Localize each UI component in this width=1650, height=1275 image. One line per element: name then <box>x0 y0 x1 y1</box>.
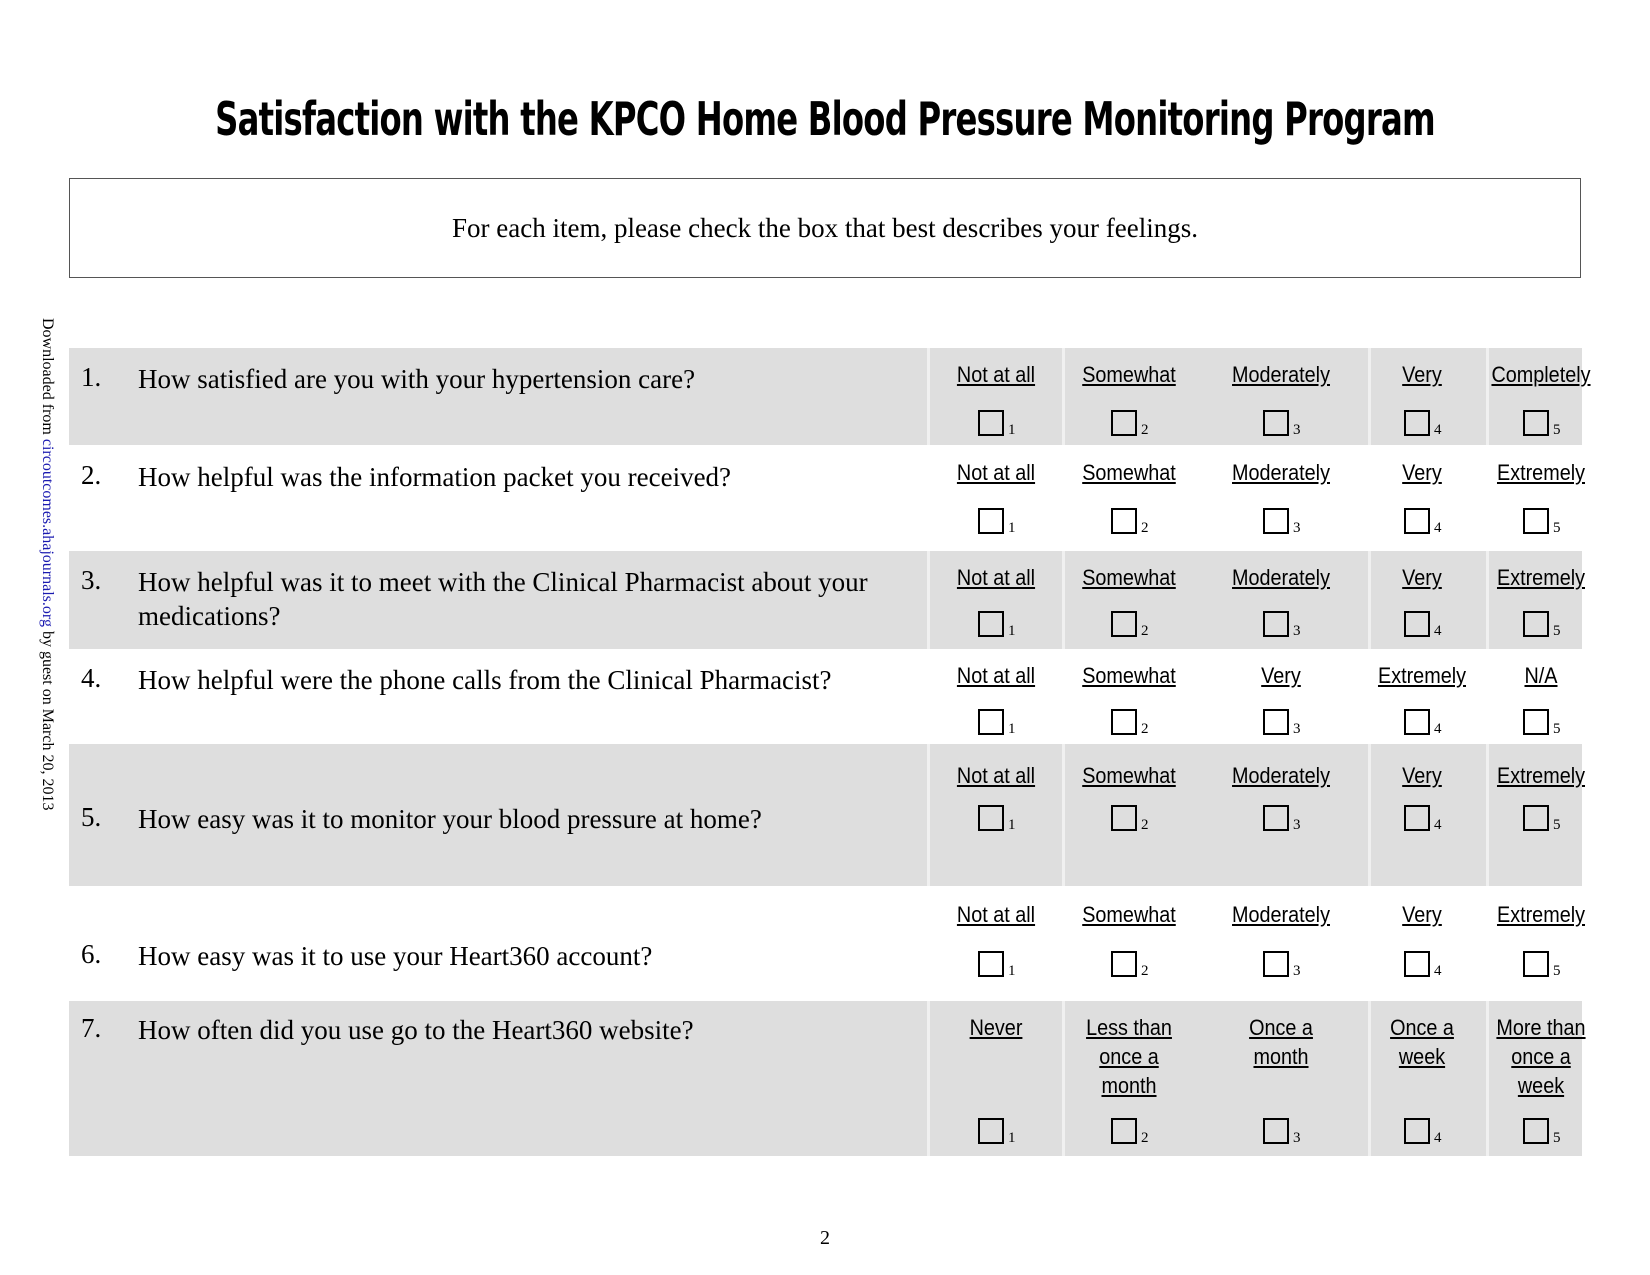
page-number: 2 <box>820 1227 830 1249</box>
option-label <box>1483 360 1600 389</box>
option-label <box>1071 458 1188 487</box>
response-checkbox[interactable] <box>1111 951 1137 977</box>
column-separator <box>1062 551 1065 649</box>
option-label <box>1071 761 1188 790</box>
option-label-text: Very <box>1402 460 1442 485</box>
option-label-text: Somewhat <box>1082 763 1176 788</box>
checkbox-number: 5 <box>1553 623 1561 639</box>
option-label-text: Never <box>969 1015 1023 1040</box>
response-checkbox[interactable] <box>1263 951 1289 977</box>
option-label <box>1223 458 1340 487</box>
option-label-text: Not at all <box>956 763 1036 788</box>
option-label-text: Very <box>1402 763 1442 788</box>
response-checkbox[interactable] <box>1404 508 1430 534</box>
question-number: 1. <box>81 362 102 392</box>
question-text: How easy was it to monitor your blood pressure at home? <box>138 804 762 834</box>
checkbox-number: 3 <box>1293 623 1301 639</box>
option-label <box>951 1013 1041 1042</box>
checkbox-number: 2 <box>1141 1130 1149 1146</box>
option-label-text: Somewhat <box>1082 362 1176 387</box>
option-label-text: Not at all <box>956 460 1036 485</box>
response-checkbox[interactable] <box>1111 709 1137 735</box>
option-label <box>1483 761 1600 790</box>
question-number: 6. <box>81 939 102 969</box>
response-checkbox[interactable] <box>978 805 1004 831</box>
option-label-text: Not at all <box>956 565 1036 590</box>
download-note-suffix: by guest on March 20, 2013 <box>39 626 56 811</box>
response-checkbox[interactable] <box>1523 709 1549 735</box>
question-row <box>69 445 1586 551</box>
option-label-text: Moderately <box>1232 460 1330 485</box>
response-checkbox[interactable] <box>1523 805 1549 831</box>
instructions-text: For each item, please check the box that best describes your feelings. <box>452 212 1198 243</box>
response-checkbox[interactable] <box>1263 805 1289 831</box>
response-checkbox[interactable] <box>978 611 1004 637</box>
option-label <box>938 360 1055 389</box>
response-checkbox[interactable] <box>1111 805 1137 831</box>
option-label-text: Moderately <box>1232 902 1330 927</box>
checkbox-number: 4 <box>1434 1130 1442 1146</box>
option-label-text: Very <box>1402 902 1442 927</box>
response-checkbox[interactable] <box>1404 1118 1430 1144</box>
option-label-text: Somewhat <box>1082 902 1176 927</box>
option-label-text: Moderately <box>1232 565 1330 590</box>
checkbox-number: 2 <box>1141 963 1149 979</box>
option-label <box>1084 1013 1174 1100</box>
response-checkbox[interactable] <box>1404 709 1430 735</box>
option-label <box>938 563 1055 592</box>
option-label-text: Extremely <box>1496 565 1586 590</box>
option-label <box>1071 900 1188 929</box>
question-number: 3. <box>81 565 102 595</box>
checkbox-number: 5 <box>1553 422 1561 438</box>
option-label-text: Moderately <box>1232 362 1330 387</box>
option-label-text: Not at all <box>956 663 1036 688</box>
response-checkbox[interactable] <box>1523 611 1549 637</box>
question-number: 7. <box>81 1013 102 1043</box>
option-label <box>1364 563 1481 592</box>
response-checkbox[interactable] <box>978 410 1004 436</box>
response-checkbox[interactable] <box>1263 709 1289 735</box>
response-checkbox[interactable] <box>1523 508 1549 534</box>
option-label-text: Extremely <box>1496 460 1586 485</box>
checkbox-number: 4 <box>1434 963 1442 979</box>
response-checkbox[interactable] <box>1404 951 1430 977</box>
column-separator <box>927 551 930 649</box>
download-note <box>38 318 56 810</box>
response-checkbox[interactable] <box>978 1118 1004 1144</box>
option-label <box>1071 360 1188 389</box>
column-separator <box>1062 348 1065 445</box>
option-label <box>1364 761 1481 790</box>
checkbox-number: 3 <box>1293 963 1301 979</box>
question-text: How helpful were the phone calls from the Clinical Pharmacist? <box>138 665 832 695</box>
response-checkbox[interactable] <box>1111 1118 1137 1144</box>
response-checkbox[interactable] <box>978 951 1004 977</box>
page-title: Satisfaction with the KPCO Home Blood Pressure Monitoring Program <box>215 92 1435 146</box>
response-checkbox[interactable] <box>978 508 1004 534</box>
option-label-text: Somewhat <box>1082 663 1176 688</box>
response-checkbox[interactable] <box>1404 611 1430 637</box>
option-label <box>1236 1013 1326 1071</box>
response-checkbox[interactable] <box>1404 805 1430 831</box>
checkbox-number: 5 <box>1553 1130 1561 1146</box>
question-text: How easy was it to use your Heart360 account? <box>138 941 653 971</box>
response-checkbox[interactable] <box>1523 1118 1549 1144</box>
checkbox-number: 4 <box>1434 422 1442 438</box>
option-label <box>1223 900 1340 929</box>
response-checkbox[interactable] <box>1111 611 1137 637</box>
column-separator <box>1062 1001 1065 1156</box>
checkbox-number: 2 <box>1141 817 1149 833</box>
option-label <box>1483 563 1600 592</box>
question-row <box>69 551 1586 649</box>
option-label-text: Once a week <box>1390 1015 1454 1069</box>
checkbox-number: 1 <box>1008 520 1016 536</box>
option-label-text: Somewhat <box>1082 460 1176 485</box>
question-text: How often did you use go to the Heart360 website? <box>138 1015 694 1045</box>
option-label <box>938 661 1055 690</box>
question-number: 2. <box>81 460 102 490</box>
question-row <box>69 649 1582 744</box>
option-label <box>938 761 1055 790</box>
checkbox-number: 2 <box>1141 422 1149 438</box>
response-checkbox[interactable] <box>1111 410 1137 436</box>
option-label-text: Once a month <box>1249 1015 1313 1069</box>
checkbox-number: 3 <box>1293 422 1301 438</box>
column-separator <box>1062 744 1065 886</box>
option-label <box>1364 458 1481 487</box>
checkbox-number: 5 <box>1553 721 1561 737</box>
option-label-text: Very <box>1261 663 1301 688</box>
option-label-text: Not at all <box>956 362 1036 387</box>
checkbox-number: 2 <box>1141 623 1149 639</box>
option-label <box>1483 661 1600 690</box>
option-label <box>938 900 1055 929</box>
checkbox-number: 5 <box>1553 817 1561 833</box>
option-label-text: Less than once a month <box>1086 1015 1172 1098</box>
option-label <box>1364 661 1481 690</box>
question-number: 5. <box>81 802 102 832</box>
checkbox-number: 5 <box>1553 963 1561 979</box>
question-text: How satisfied are you with your hypertension care? <box>138 364 696 394</box>
response-checkbox[interactable] <box>1404 410 1430 436</box>
question-row <box>69 886 1586 1001</box>
checkbox-number: 2 <box>1141 520 1149 536</box>
option-label <box>1223 360 1340 389</box>
checkbox-number: 3 <box>1293 817 1301 833</box>
checkbox-number: 4 <box>1434 721 1442 737</box>
response-checkbox[interactable] <box>1263 1118 1289 1144</box>
checkbox-number: 5 <box>1553 520 1561 536</box>
question-text: How helpful was the information packet you received? <box>138 462 732 492</box>
question-row <box>69 1001 1586 1156</box>
option-label <box>1223 661 1340 690</box>
checkbox-number: 1 <box>1008 422 1016 438</box>
response-checkbox[interactable] <box>1263 611 1289 637</box>
option-label <box>1377 1013 1467 1071</box>
question-row <box>69 744 1586 886</box>
option-label-text: Moderately <box>1232 763 1330 788</box>
option-label <box>1483 458 1600 487</box>
checkbox-number: 3 <box>1293 721 1301 737</box>
checkbox-number: 4 <box>1434 817 1442 833</box>
column-separator <box>1486 1001 1489 1156</box>
option-label-text: Completely <box>1491 362 1591 387</box>
option-label <box>1364 360 1481 389</box>
option-label <box>1364 900 1481 929</box>
checkbox-number: 1 <box>1008 721 1016 737</box>
response-checkbox[interactable] <box>1263 410 1289 436</box>
option-label-text: Extremely <box>1496 763 1586 788</box>
option-label <box>1071 661 1188 690</box>
journal-link[interactable]: circoutcomes.ahajournals.org <box>39 438 56 627</box>
response-checkbox[interactable] <box>1523 951 1549 977</box>
instructions-box <box>69 178 1581 278</box>
option-label-text: More than once a week <box>1496 1015 1586 1098</box>
checkbox-number: 1 <box>1008 963 1016 979</box>
option-label-text: Very <box>1402 565 1442 590</box>
checkbox-number: 1 <box>1008 817 1016 833</box>
option-label-text: Extremely <box>1377 663 1467 688</box>
response-checkbox[interactable] <box>1263 508 1289 534</box>
question-row <box>69 348 1591 445</box>
checkbox-number: 3 <box>1293 520 1301 536</box>
checkbox-number: 1 <box>1008 623 1016 639</box>
option-label <box>1223 761 1340 790</box>
response-checkbox[interactable] <box>1523 410 1549 436</box>
option-label <box>938 458 1055 487</box>
question-text: How helpful was it to meet with the Clinical Pharmacist about your medications? <box>138 567 868 631</box>
checkbox-number: 1 <box>1008 1130 1016 1146</box>
column-separator <box>1368 1001 1371 1156</box>
option-label <box>1483 900 1600 929</box>
response-checkbox[interactable] <box>978 709 1004 735</box>
checkbox-number: 2 <box>1141 721 1149 737</box>
option-label-text: Not at all <box>956 902 1036 927</box>
option-label-text: Very <box>1402 362 1442 387</box>
response-checkbox[interactable] <box>1111 508 1137 534</box>
option-label <box>1071 563 1188 592</box>
checkbox-number: 3 <box>1293 1130 1301 1146</box>
option-label <box>1223 563 1340 592</box>
download-note-prefix: Downloaded from <box>39 318 56 439</box>
question-number: 4. <box>81 663 102 693</box>
option-label <box>1496 1013 1586 1100</box>
option-label-text: Somewhat <box>1082 565 1176 590</box>
checkbox-number: 4 <box>1434 623 1442 639</box>
option-label-text: N/A <box>1524 663 1558 688</box>
option-label-text: Extremely <box>1496 902 1586 927</box>
checkbox-number: 4 <box>1434 520 1442 536</box>
